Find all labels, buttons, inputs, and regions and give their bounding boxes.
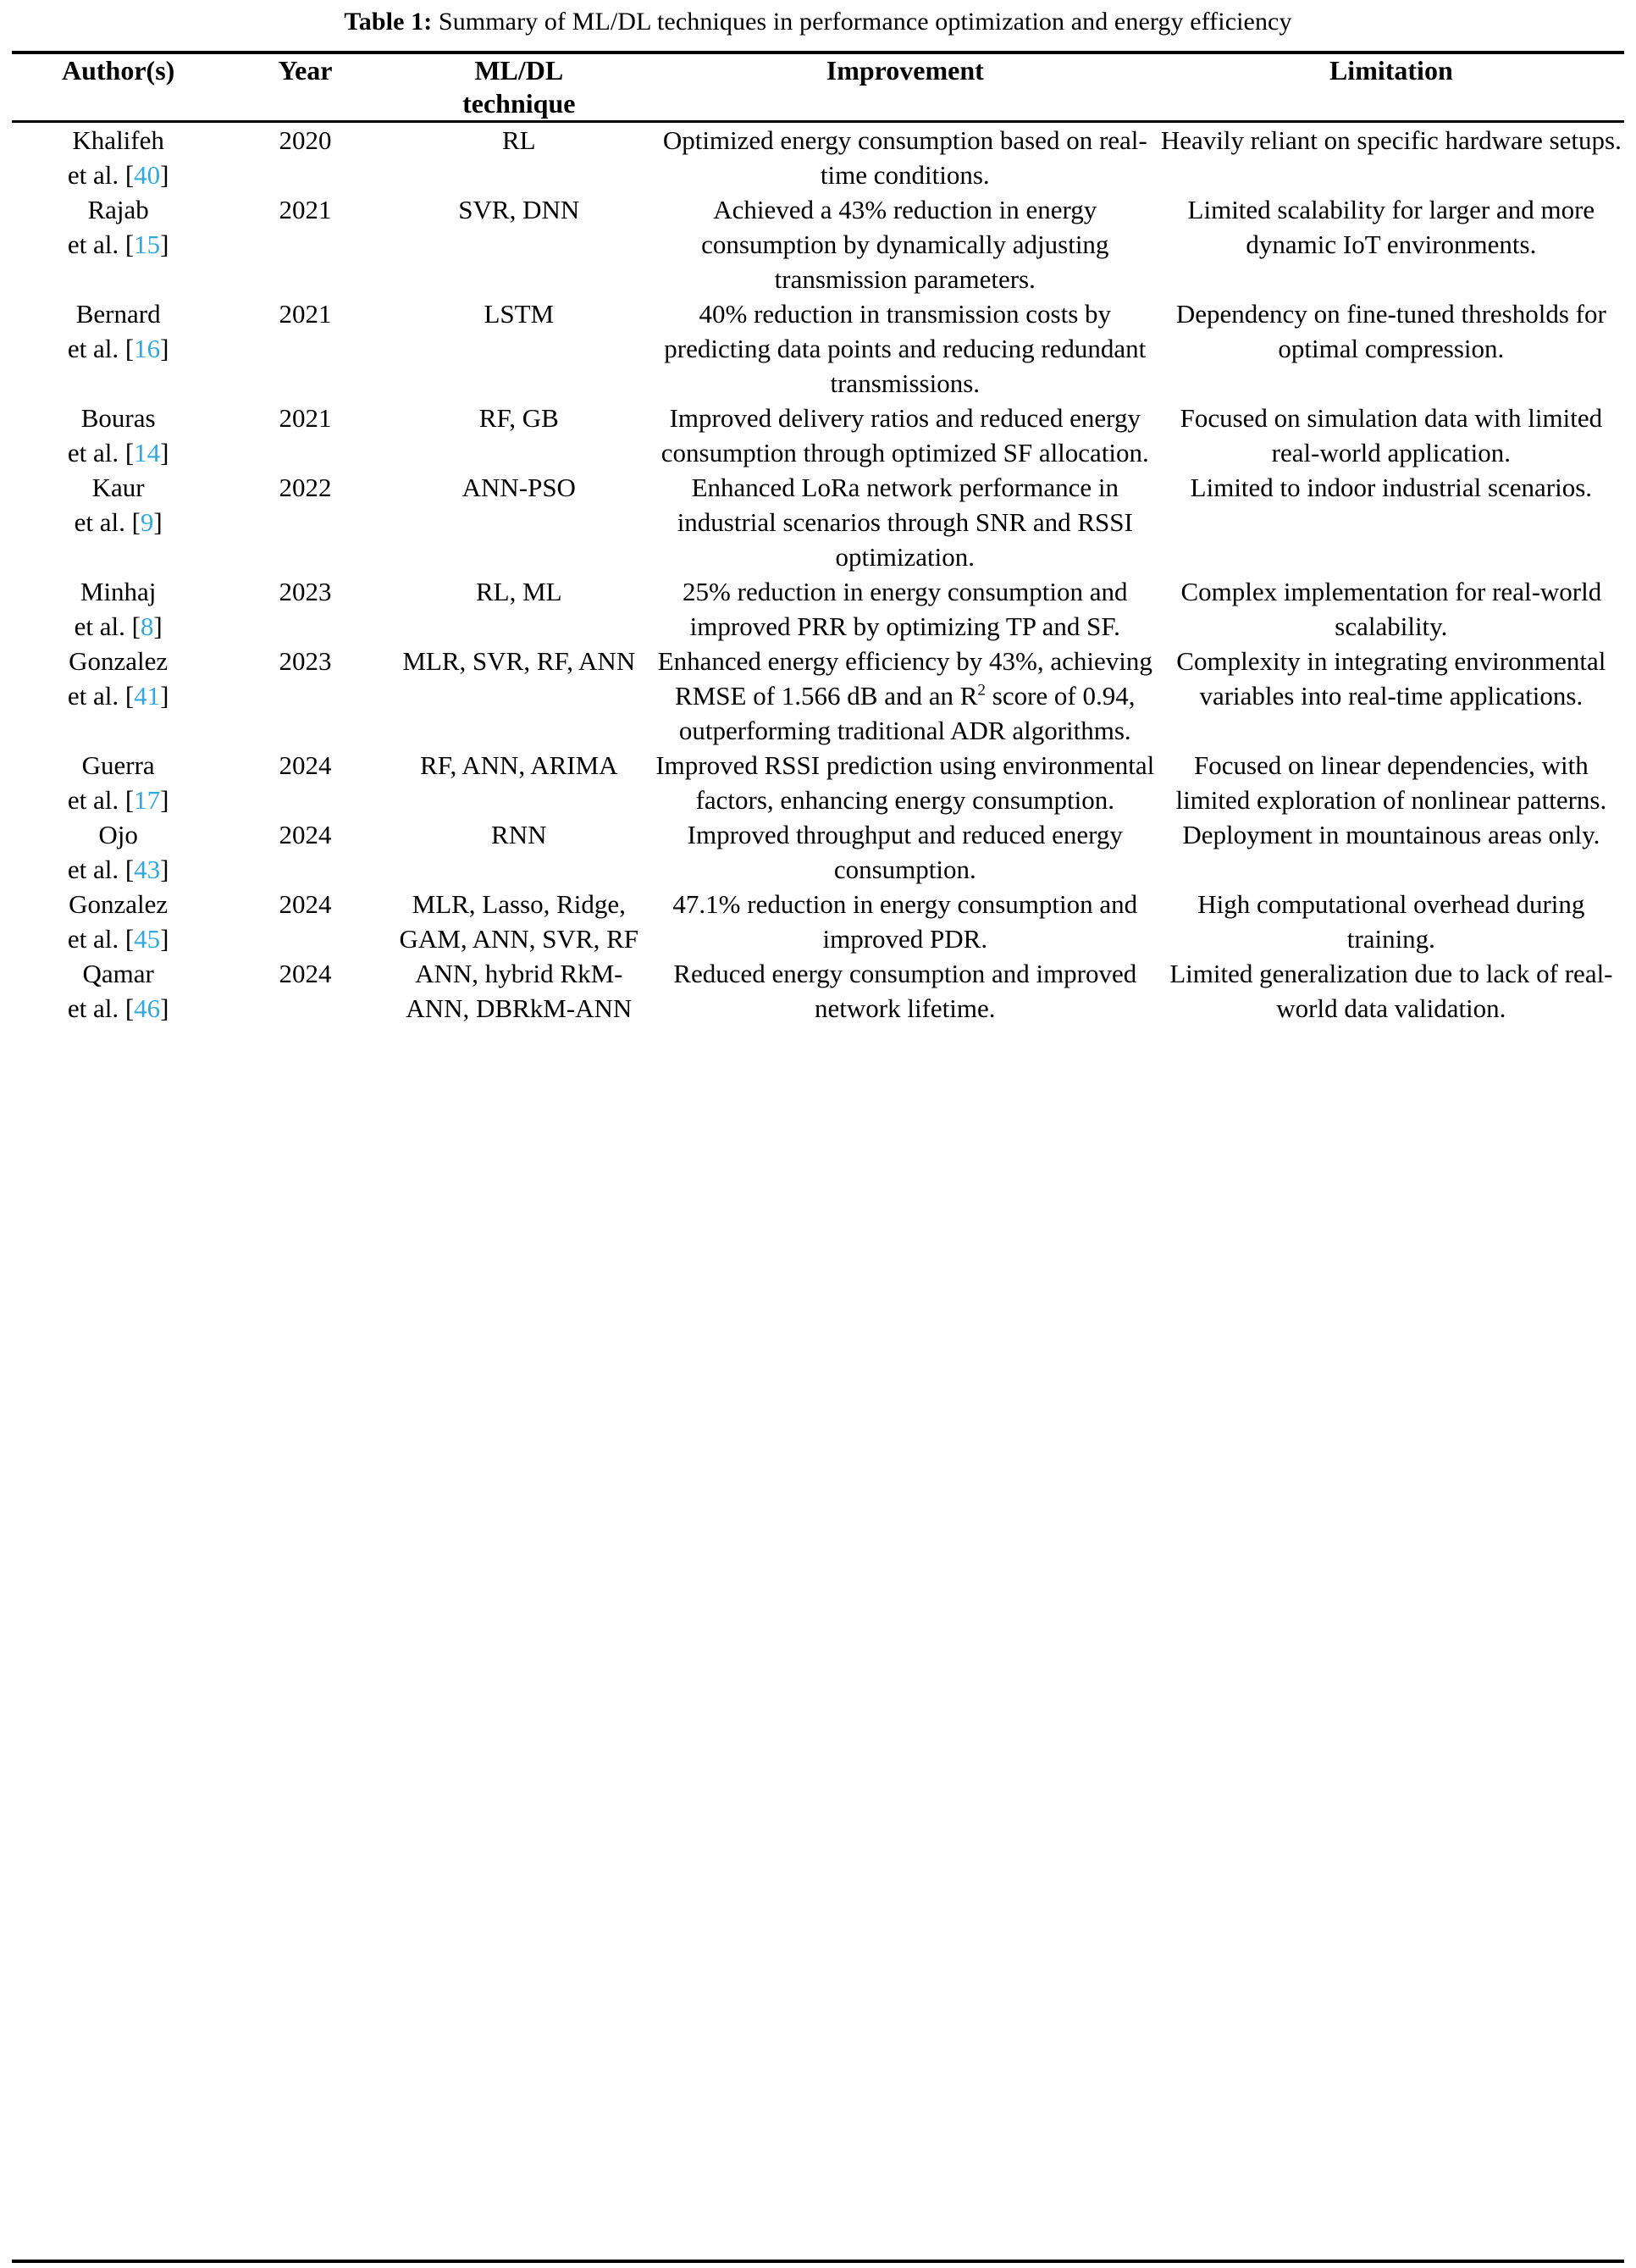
cell-limitation: Deployment in mountainous areas only. [1182,820,1600,849]
author-name: Gonzalez [69,646,169,676]
citation-link[interactable]: 43 [134,855,161,884]
cell-year: 2020 [279,125,332,155]
citation-link[interactable]: 45 [134,924,161,954]
cell-year: 2021 [279,403,332,433]
table-row [12,644,1624,748]
table-row [12,817,1624,887]
cell-year: 2023 [279,646,332,676]
table-header [12,54,1624,120]
column-header-technique-line2: technique [462,88,576,119]
author-name: Minhaj [80,577,157,606]
author-bracket-close: ] [160,924,169,954]
column-header-author: Author(s) [61,55,175,86]
cell-year: 2024 [279,959,332,988]
author-bracket-close: ] [160,438,169,467]
author-bracket-close: ] [153,611,163,641]
cell-improvement: Reduced energy consumption and improved network lifetime. [673,959,1137,1023]
citation-link[interactable]: 40 [134,160,161,190]
table-row [12,748,1624,817]
author-etal: et al. [ [67,230,135,259]
table-row [12,123,1624,192]
improvement-superscript: 2 [977,681,987,700]
table-row [12,956,1624,1026]
cell-year: 2024 [279,889,332,919]
cell-author [12,574,224,644]
cell-improvement: 25% reduction in energy consumption and improved PRR by optimizing TP and SF. [683,577,1128,641]
table-row [12,470,1624,574]
cell-technique: ANN-PSO [462,473,576,502]
cell-technique: RF, ANN, ARIMA [420,750,618,780]
table-body [12,123,1624,1026]
author-etal: et al. [ [67,993,135,1023]
author-name: Kaur [91,473,145,502]
table-row [12,296,1624,401]
table-caption-label: Table 1: [344,8,433,36]
improvement-text-post: score of 0.94, outperforming traditional ADR algorithms. [678,681,1136,745]
author-etal: et al. [ [67,855,135,884]
summary-table [12,54,1624,120]
cell-year: 2021 [279,195,332,224]
citation-link[interactable]: 14 [134,438,161,467]
cell-technique: RL [501,125,536,155]
cell-improvement: Enhanced LoRa network performance in industrial scenarios through SNR and RSSI optimization. [677,473,1133,572]
citation-link[interactable]: 8 [140,611,154,641]
author-name: Bouras [80,403,156,433]
author-name: Ojo [98,820,138,849]
cell-limitation: Focused on linear dependencies, with limited exploration of nonlinear patterns. [1175,750,1607,815]
author-name: Gonzalez [69,889,169,919]
cell-author [12,470,224,574]
cell-improvement: 40% reduction in transmission costs by predicting data points and reducing redundant transmissions. [664,299,1147,398]
citation-link[interactable]: 16 [134,334,161,363]
author-etal: et al. [ [74,507,141,537]
cell-limitation: Heavily reliant on specific hardware setups. [1160,125,1622,155]
cell-author [12,296,224,401]
author-etal: et al. [ [67,160,135,190]
cell-technique: MLR, Lasso, Ridge, GAM, ANN, SVR, RF [399,889,639,954]
cell-author [12,123,224,192]
author-etal: et al. [ [67,924,135,954]
author-bracket-close: ] [160,993,169,1023]
cell-limitation: Complex implementation for real-world scalability. [1180,577,1602,641]
author-etal: et al. [ [67,785,135,815]
column-header-improvement: Improvement [826,55,984,86]
author-bracket-close: ] [160,334,169,363]
cell-technique: ANN, hybrid RkM-ANN, DBRkM-ANN [406,959,633,1023]
table-header-row [12,54,1624,120]
table-row [12,401,1624,470]
cell-year: 2021 [279,299,332,329]
cell-technique: RNN [491,820,547,849]
cell-technique: LSTM [484,299,555,329]
author-bracket-close: ] [160,681,169,711]
citation-link[interactable]: 9 [140,507,154,537]
cell-improvement: Improved delivery ratios and reduced energy consumption through optimized SF allocation. [660,403,1149,467]
cell-limitation: Dependency on fine-tuned thresholds for optimal compression. [1175,299,1606,363]
cell-limitation: High computational overhead during training. [1197,889,1585,954]
cell-improvement: Improved throughput and reduced energy consumption. [687,820,1123,884]
cell-author [12,887,224,956]
author-bracket-close: ] [160,230,169,259]
table-bottom-rule [12,2260,1624,2263]
column-header-technique-line1: ML/DL [474,55,564,86]
cell-author [12,748,224,817]
author-name: Rajab [87,195,149,224]
author-bracket-close: ] [153,507,163,537]
cell-limitation: Complexity in integrating environmental variables into real-time applications. [1176,646,1606,711]
author-etal: et al. [ [67,334,135,363]
cell-technique: MLR, SVR, RF, ANN [402,646,636,676]
cell-technique: RF, GB [478,403,559,433]
author-name: Khalifeh [72,125,164,155]
citation-link[interactable]: 46 [134,993,161,1023]
cell-improvement: 47.1% reduction in energy consumption and improved PDR. [672,889,1138,954]
cell-limitation: Limited generalization due to lack of real-world data validation. [1169,959,1613,1023]
author-etal: et al. [ [67,438,135,467]
cell-year: 2023 [279,577,332,606]
column-header-technique [386,54,652,120]
cell-year: 2022 [279,473,332,502]
table-row [12,574,1624,644]
citation-link[interactable]: 41 [134,681,161,711]
table-caption [12,0,1624,42]
citation-link[interactable]: 15 [134,230,161,259]
author-name: Bernard [75,299,161,329]
summary-table-body [12,123,1624,1026]
cell-improvement: Achieved a 43% reduction in energy consumption by dynamically adjusting transmission parameters. [701,195,1109,294]
author-bracket-close: ] [160,785,169,815]
author-name: Guerra [81,750,155,780]
citation-link[interactable]: 17 [134,785,161,815]
cell-technique: SVR, DNN [458,195,580,224]
author-bracket-close: ] [160,160,169,190]
table-caption-text: Summary of ML/DL techniques in performance optimization and energy efficiency [432,8,1292,36]
author-bracket-close: ] [160,855,169,884]
cell-author [12,644,224,748]
author-etal: et al. [ [67,681,135,711]
cell-limitation: Limited to indoor industrial scenarios. [1190,473,1593,502]
cell-limitation: Focused on simulation data with limited real-world application. [1180,403,1603,467]
column-header-limitation: Limitation [1329,55,1453,86]
cell-year: 2024 [279,750,332,780]
cell-improvement: Optimized energy consumption based on real-time conditions. [662,125,1147,190]
cell-year: 2024 [279,820,332,849]
table-row [12,887,1624,956]
cell-improvement [652,644,1158,748]
cell-improvement: Improved RSSI prediction using environmental factors, enhancing energy consumption. [655,750,1155,815]
author-name: Qamar [82,959,154,988]
author-etal: et al. [ [74,611,141,641]
column-header-year: Year [278,55,333,86]
cell-author [12,817,224,887]
cell-author [12,192,224,296]
improvement-text-pre: Enhanced energy efficiency by 43%, achieving RMSE of 1.566 dB and an R [657,646,1152,711]
cell-limitation: Limited scalability for larger and more dynamic IoT environments. [1187,195,1595,259]
cell-author [12,401,224,470]
table-row [12,192,1624,296]
cell-author [12,956,224,1026]
cell-technique: RL, ML [475,577,562,606]
